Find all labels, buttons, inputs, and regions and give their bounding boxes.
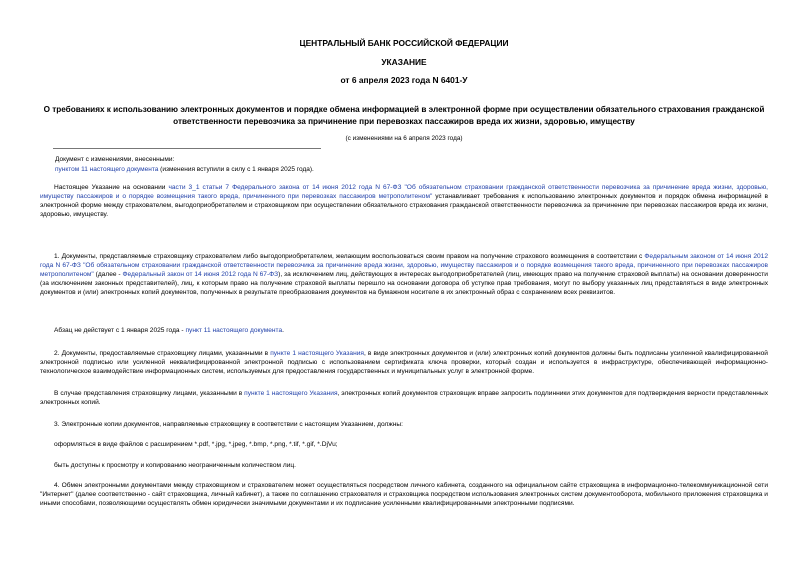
p1-text-1: 1. Документы, представляемые страховщику страхователем либо выгодоприобретателем, желающим воспользоваться своим правом на получение страхового возмещения в соответствии с: [54, 253, 645, 260]
paragraph-2: [40, 349, 768, 376]
paragraph-3b: быть доступны к просмотру и копированию неограниченным количеством лиц.: [54, 462, 296, 469]
divider: [53, 148, 321, 149]
paragraph-abzac: [40, 326, 768, 335]
preamble-text-1: Настоящее Указание на основании: [54, 184, 169, 191]
amendment-info: [55, 155, 455, 175]
point-1-link[interactable]: пункте 1 настоящего Указания: [270, 350, 364, 357]
amendment-link[interactable]: пунктом 11 настоящего документа: [55, 166, 159, 174]
paragraph-3a: оформляться в виде файлов с расширением *.pdf, *.jpg, *.jpeg, *.bmp, *.png, *.tif, *.gif, *.DjVu;: [54, 441, 338, 448]
paragraph-1: [40, 252, 768, 297]
preamble-text-2: устанавливает требования к использованию электронных документов и порядок обмена информацией в электронной форме между страхователем, выгодоприобретателем и страховщиком при осуществлении обязательного страхования гражданской ответственности перевозчика за причинение при перевозках пассажиров вреда их жизни, здоровью, имуществу.: [40, 193, 768, 219]
p2-text-1: 2. Документы, предоставляемые страховщику лицами, указанными в: [54, 350, 271, 357]
abz-text-1: Абзац не действует с 1 января 2025 года -: [54, 327, 186, 334]
amendment-info-line: [55, 165, 455, 175]
point-11-link[interactable]: пункт 11 настоящего документа: [185, 327, 283, 334]
federal-law-link[interactable]: Федеральным законом от 14 июня 2012 года N 67-ФЗ "Об обязательном страховании гражданской ответственности перевозчика за причинение вреда жизни, здоровью, имуществу пассажиров и о порядке возмещения такого вреда, причиненного при перевозках пассажиров метрополитеном": [40, 253, 768, 279]
preamble-paragraph: [40, 183, 768, 219]
abz-text-2: .: [282, 327, 285, 334]
p1-text-3: ), за исключением лиц, действующих в интересах выгодоприобретателей (лиц, имеющих право на получение страховой выплаты) на основании доверенности (за исключением законных представителей), лиц, к которым право на получение страховой выплаты перешло на основании договора об уступке прав требования, могут по выбору указанных лиц представляться в виде электронных документов и (или) электронных копий документов, полученных в результате преобразования документов на бумажном носителе в их электронный образ с сохранением всех реквизитов.: [40, 271, 768, 297]
amendment-info-tail: (изменения вступили в силу с 1 января 2025 года).: [158, 166, 314, 174]
document-date-number: от 6 апреля 2023 года N 6401-У: [340, 75, 468, 85]
amendments-note: (с изменениями на 6 апреля 2023 года): [345, 135, 463, 142]
bank-name: ЦЕНТРАЛЬНЫЙ БАНК РОССИЙСКОЙ ФЕДЕРАЦИИ: [299, 38, 509, 48]
paragraph-2b: [40, 389, 768, 407]
federal-law-short-link[interactable]: Федеральный закон от 14 июня 2012 года N 67-ФЗ: [122, 271, 279, 279]
p2b-text-1: В случае представления страховщику лицами, указанными в: [54, 390, 245, 397]
p2b-text-2: , электронных копий документов страховщик вправе запросить подлинники этих документов для подтверждения верности представленных электронных копий.: [40, 390, 768, 407]
preamble-law-link[interactable]: части 3_1 статьи 7 Федерального закона от 14 июня 2012 года N 67-ФЗ "Об обязательном страховании гражданской ответственности перевозчика за причинение вреда жизни, здоровью, имуществу пассажиров и о порядке возмещения такого вреда, причиненного при перевозках пассажиров метрополитеном": [40, 184, 768, 201]
p1-text-2: (далее -: [93, 271, 123, 279]
p2-text-2: , в виде электронных документов и (или) электронных копий документов должны быть подписаны усиленной квалифицированной электронной подписью или усиленной неквалифицированной электронной подписью с использованием сертификата ключа проверки, который создан и используется в инфраструктуре, обеспечивающей информационно-технологическое взаимодействие информационных систем, используемых для предоставления государственных и муниципальных услуг в электронной форме.: [40, 350, 768, 376]
amendment-info-label: Документ с изменениями, внесенными:: [55, 156, 175, 163]
document-type: УКАЗАНИЕ: [381, 57, 427, 67]
point-1-link-2[interactable]: пункте 1 настоящего Указания: [244, 390, 338, 397]
paragraph-4: 4. Обмен электронными документами между страховщиком и страхователем может осуществляться посредством личного кабинета, созданного на официальном сайте страховщика в информационно-телекоммуникационной сети "Интернет" (далее соответственно - сайт страховщика, личный кабинет), а также по соглашению страхователя и страховщика посредством использования электронных систем документооборота, мобильного приложения страховщика и иными способами, позволяющими осуществлять обмен юридически значимыми документами и их подписание усиленными квалифицированными электронными подписями.: [40, 482, 768, 508]
paragraph-3: 3. Электронные копии документов, направляемые страховщику в соответствии с настоящим Указанием, должны:: [54, 421, 403, 428]
document-title: О требованиях к использованию электронных документов и порядке обмена информацией в электронной форме при осуществлении обязательного страхования гражданской ответственности перевозчика за причинение при перевозках пассажиров вреда их жизни, здоровью, имуществу: [43, 105, 765, 126]
